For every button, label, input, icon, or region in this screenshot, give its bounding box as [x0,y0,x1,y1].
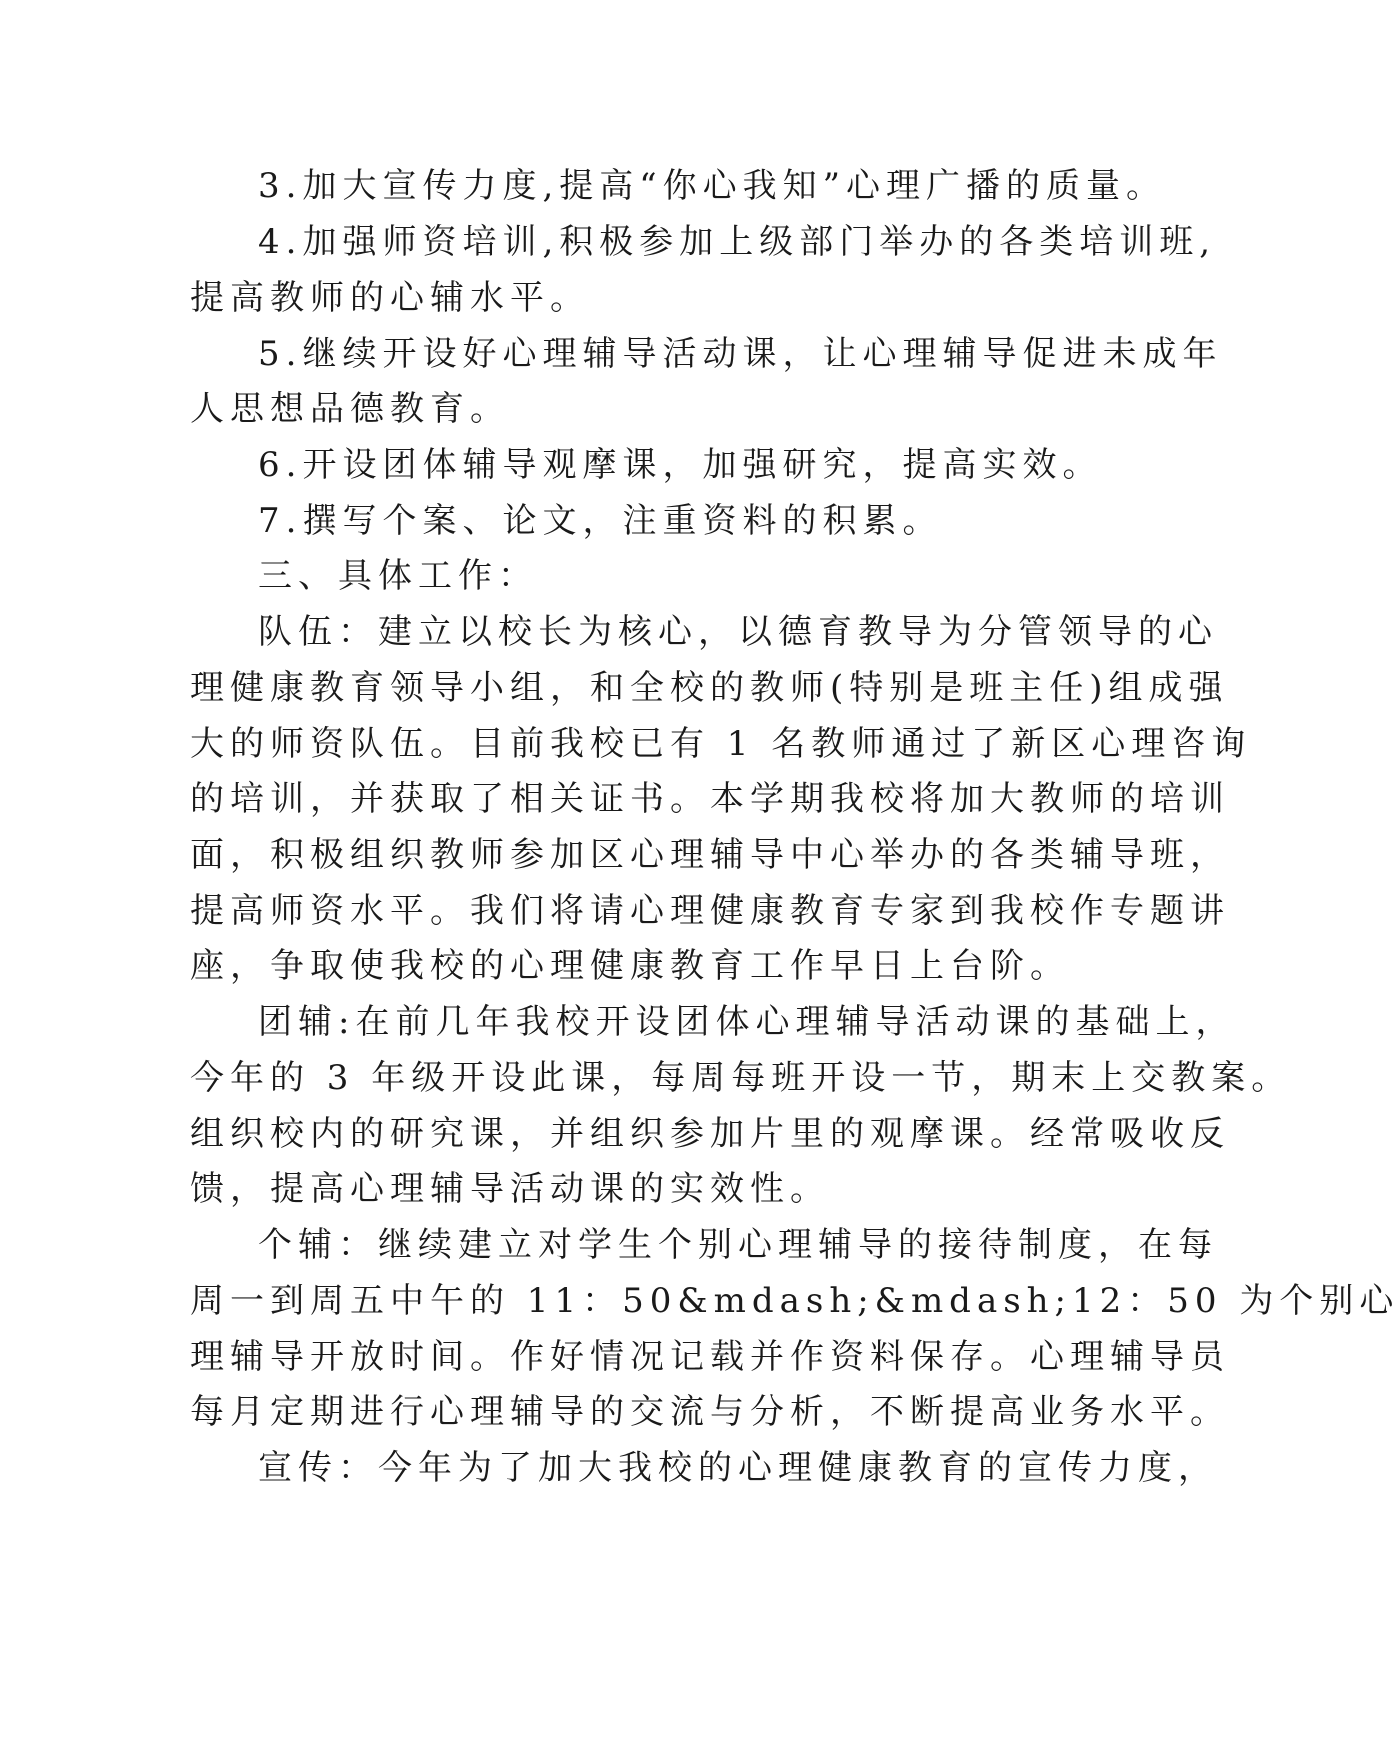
text-line: 馈，提高心理辅导活动课的实效性。 [190,1169,830,1209]
text-line: 提高教师的心辅水平。 [190,278,590,318]
text-line: 6.开设团体辅导观摩课，加强研究，提高实效。 [258,445,1103,485]
text-line: 提高师资水平。我们将请心理健康教育专家到我校作专题讲 [190,891,1230,931]
text-line: 的培训，并获取了相关证书。本学期我校将加大教师的培训 [190,779,1230,819]
section-heading: 三、具体工作： [258,556,538,596]
text-line: 4.加强师资培训,积极参加上级部门举办的各类培训班, [258,222,1217,262]
text-line: 理辅导开放时间。作好情况记载并作资料保存。心理辅导员 [190,1337,1230,1377]
text-line: 3.加大宣传力度,提高“你心我知”心理广播的质量。 [258,166,1167,206]
text-line: 大的师资队伍。目前我校已有 1 名教师通过了新区心理咨询 [190,724,1252,764]
text-line: 周一到周五中午的 11：50&mdash;&mdash;12：50 为个别心 [190,1281,1399,1321]
text-line: 面，积极组织教师参加区心理辅导中心举办的各类辅导班， [190,835,1230,875]
text-line: 每月定期进行心理辅导的交流与分析，不断提高业务水平。 [190,1392,1230,1432]
text-line: 5.继续开设好心理辅导活动课，让心理辅导促进未成年 [258,334,1223,374]
text-line: 7.撰写个案、论文，注重资料的积累。 [258,501,943,541]
text-line: 理健康教育领导小组，和全校的教师(特别是班主任)组成强 [190,668,1229,708]
text-line: 人思想品德教育。 [190,389,510,429]
text-line: 今年的 3 年级开设此课，每周每班开设一节，期末上交教案。 [190,1058,1292,1098]
text-line: 组织校内的研究课，并组织参加片里的观摩课。经常吸收反 [190,1114,1230,1154]
text-line: 个辅：继续建立对学生个别心理辅导的接待制度，在每 [258,1225,1218,1265]
text-line: 队伍：建立以校长为核心，以德育教导为分管领导的心 [258,612,1218,652]
text-line: 座，争取使我校的心理健康教育工作早日上台阶。 [190,946,1070,986]
text-line: 团辅:在前几年我校开设团体心理辅导活动课的基础上， [258,1002,1236,1042]
text-line: 宣传：今年为了加大我校的心理健康教育的宣传力度， [258,1448,1218,1488]
